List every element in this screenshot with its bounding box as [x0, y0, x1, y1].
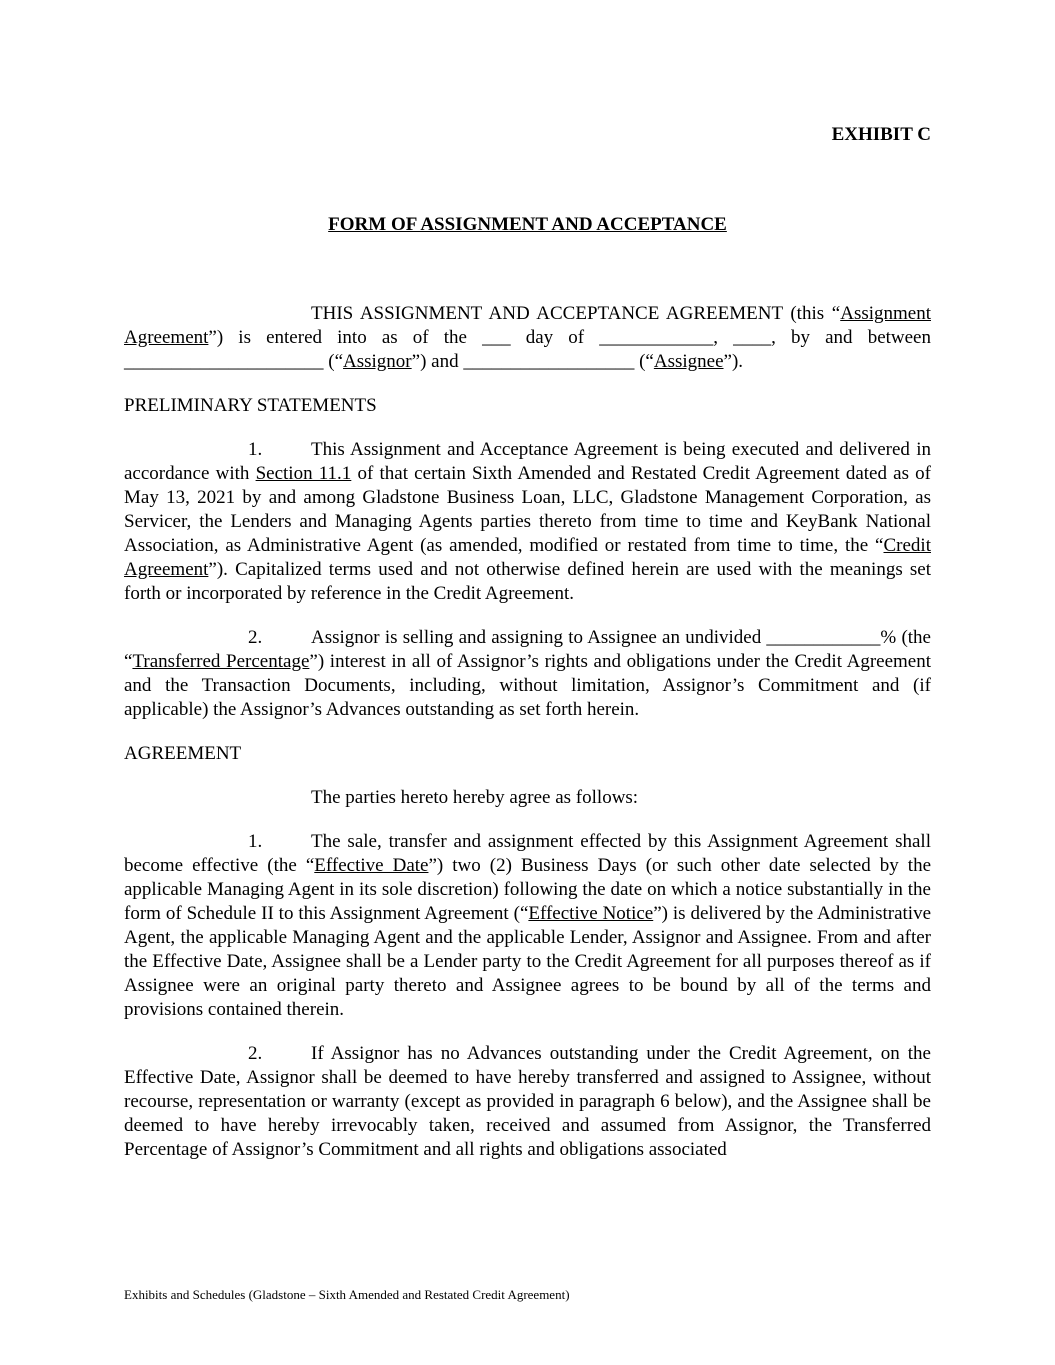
intro-paragraph: THIS ASSIGNMENT AND ACCEPTANCE AGREEMENT (this “Assignment Agreement”) is entered into as of the ___ day of ____________, ____, by and between _____________________ (“Assignor”) and __________________ (“Assignee”).	[124, 303, 931, 372]
document-body	[124, 302, 931, 1182]
preliminary-statements-heading: PRELIMINARY STATEMENTS	[124, 395, 377, 416]
agreement-heading: AGREEMENT	[124, 743, 242, 764]
agreement-clause-1: 1. The sale, transfer and assignment effected by this Assignment Agreement shall become effective (the “Effective Date”) two (2) Business Days (or such other date selected by the applicable Managing Agent in its sole discretion) following the date on which a notice substantially in the form of Schedule II to this Assignment Agreement (“Effective Notice”) is delivered by the Administrative Agent, the applicable Managing Agent and the applicable Lender, Assignor and Assignee. From and after the Effective Date, Assignee shall be a Lender party to the Credit Agreement for all purposes thereof as if Assignee were an original party thereto and Assignee agrees to be bound by all of the terms and provisions contained therein.	[124, 831, 932, 1020]
page-footer: Exhibits and Schedules (Gladstone – Sixth Amended and Restated Credit Agreement)	[124, 1287, 570, 1302]
document-title: FORM OF ASSIGNMENT AND ACCEPTANCE	[328, 214, 727, 235]
exhibit-label: EXHIBIT C	[831, 124, 931, 145]
preliminary-statement-1: 1. This Assignment and Acceptance Agreement is being executed and delivered in accordance with Section 11.1 of that certain Sixth Amended and Restated Credit Agreement dated as of May 13, 2021 by and among Gladstone Business Loan, LLC, Gladstone Management Corporation, as Servicer, the Lenders and Managing Agents parties thereto from time to time and KeyBank National Association, as Administrative Agent (as amended, modified or restated from time to time, the “Credit Agreement”). Capitalized terms used and not otherwise defined herein are used with the meanings set forth or incorporated by reference in the Credit Agreement.	[124, 439, 931, 604]
preliminary-statement-2: 2. Assignor is selling and assigning to Assignee an undivided ____________% (the “Transferred Percentage”) interest in all of Assignor’s rights and obligations under the Credit Agreement and the Transaction Documents, including, without limitation, Assignor’s Commitment and (if applicable) the Assignor’s Advances outstanding as set forth herein.	[124, 627, 932, 720]
agreement-clause-2: 2. If Assignor has no Advances outstanding under the Credit Agreement, on the Effective Date, Assignor shall be deemed to have hereby transferred and assigned to Assignee, without recourse, representation or warranty (except as provided in paragraph 6 below), and the Assignee shall be deemed to have hereby irrevocably taken, received and assumed from Assignor, the Transferred Percentage of Assignor’s Commitment and all rights and obligations associated	[124, 1043, 931, 1160]
agreement-intro: The parties hereto hereby agree as follows:	[311, 787, 639, 808]
